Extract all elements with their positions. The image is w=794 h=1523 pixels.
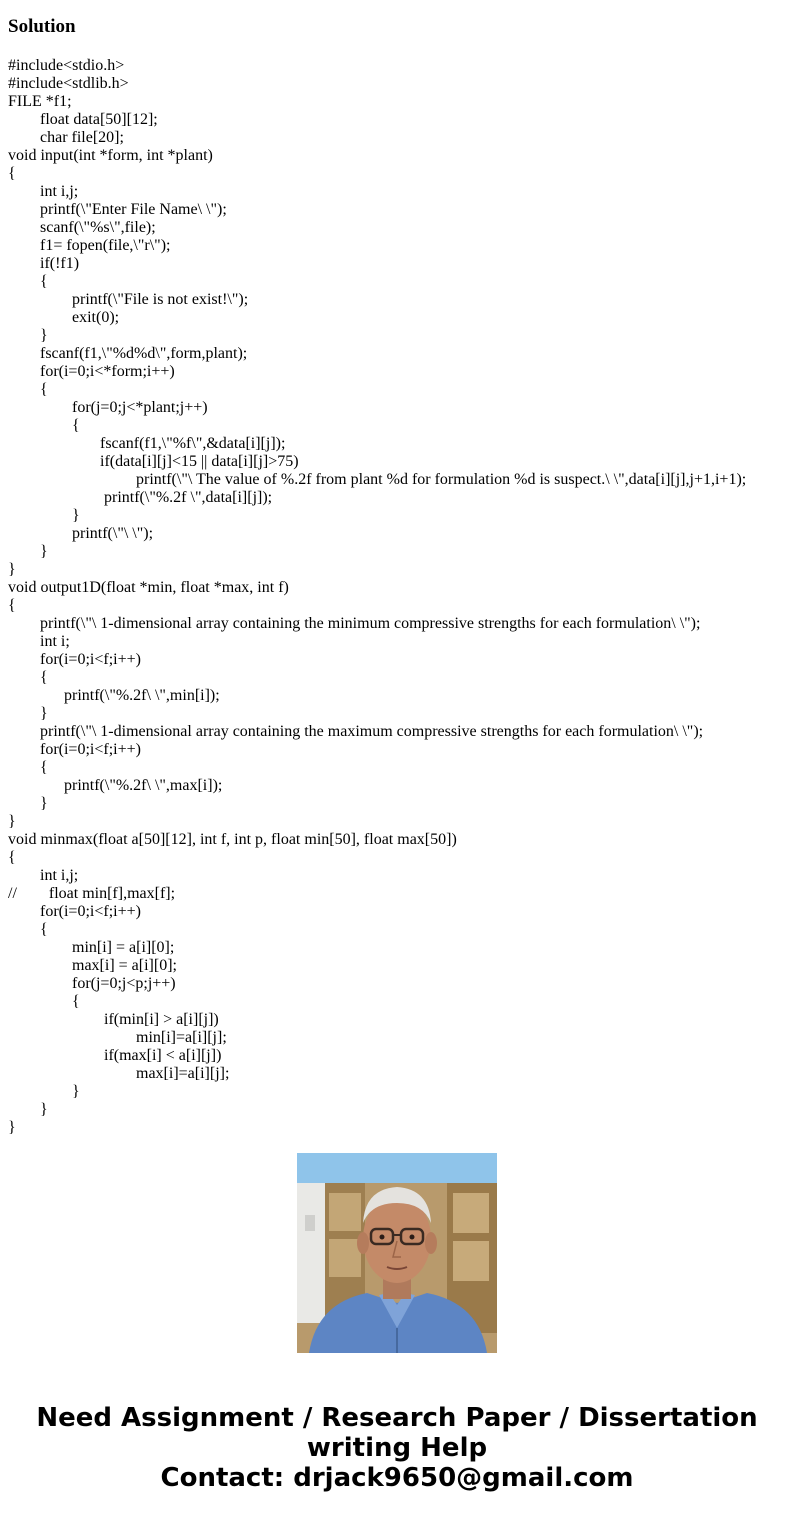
code-line: { [8, 273, 48, 290]
code-line: printf(\"%.2f \",data[i][j]); [8, 489, 273, 506]
code-line: #include<stdio.h> [8, 57, 125, 74]
code-line: } [8, 1083, 80, 1100]
code-line: { [8, 921, 48, 938]
code-line: void minmax(float a[50][12], int f, int p, float min[50], float max[50]) [8, 831, 457, 848]
contact-email: Contact: drjack9650@gmail.com [160, 1463, 634, 1493]
code-line: fscanf(f1,\"%f\",&data[i][j]); [8, 435, 286, 452]
code-line: scanf(\"%s\",file); [8, 219, 156, 236]
code-line: if(data[i][j]<15 || data[i][j]>75) [8, 453, 299, 470]
code-line: { [8, 669, 48, 686]
code-line: printf(\"\ 1-dimensional array containing the minimum compressive strengths for each formulation\ \"); [8, 615, 701, 632]
code-line: if(max[i] < a[i][j]) [8, 1047, 222, 1064]
code-line: printf(\"File is not exist!\"); [8, 291, 249, 308]
code-line: void output1D(float *min, float *max, int f) [8, 579, 289, 596]
code-line: } [8, 327, 48, 344]
code-line: for(i=0;i<f;i++) [8, 903, 141, 920]
code-line: } [8, 813, 16, 830]
code-block [8, 57, 788, 1136]
code-line: } [8, 1119, 16, 1136]
code-line: printf(\"%.2f\ \",max[i]); [8, 777, 223, 794]
code-line: int i,j; [8, 183, 79, 200]
code-line: float data[50][12]; [8, 111, 158, 128]
code-line: { [8, 381, 48, 398]
promo-footer [0, 1403, 794, 1493]
code-line: { [8, 849, 16, 866]
code-line: { [8, 597, 16, 614]
code-line: printf(\"Enter File Name\ \"); [8, 201, 227, 218]
code-line: #include<stdlib.h> [8, 75, 129, 92]
author-photo [297, 1153, 497, 1353]
code-line: int i; [8, 633, 70, 650]
code-line: if(!f1) [8, 255, 80, 272]
code-line: min[i]=a[i][j]; [8, 1029, 227, 1046]
code-line: FILE *f1; [8, 93, 72, 110]
code-line: } [8, 795, 48, 812]
code-line: { [8, 759, 48, 776]
code-line: min[i] = a[i][0]; [8, 939, 175, 956]
code-line: { [8, 165, 16, 182]
code-line: for(i=0;i<f;i++) [8, 651, 141, 668]
code-line: void input(int *form, int *plant) [8, 147, 213, 164]
code-line: } [8, 561, 16, 578]
code-line: } [8, 1101, 48, 1118]
code-line: exit(0); [8, 309, 120, 326]
code-line: { [8, 993, 80, 1010]
code-line: printf(\"\ The value of %.2f from plant %d for formulation %d is suspect.\ \",data[i][j],j+1,i+1); [8, 471, 747, 488]
promo-line: Need Assignment / Research Paper / Dissertation [36, 1403, 758, 1433]
code-line: for(i=0;i<f;i++) [8, 741, 141, 758]
code-line: if(min[i] > a[i][j]) [8, 1011, 219, 1028]
promo-line: writing Help [306, 1433, 488, 1463]
code-line: f1= fopen(file,\"r\"); [8, 237, 171, 254]
code-line: printf(\"\ \"); [8, 525, 154, 542]
code-line: max[i]=a[i][j]; [8, 1065, 230, 1082]
code-line: // float min[f],max[f]; [8, 885, 176, 902]
code-line: printf(\"\ 1-dimensional array containing the maximum compressive strengths for each formulation\ \"); [8, 723, 704, 740]
page-title: Solution [8, 16, 76, 37]
code-line: int i,j; [8, 867, 79, 884]
author-photo-graphic [297, 1153, 497, 1353]
code-line: } [8, 705, 48, 722]
code-line: } [8, 543, 48, 560]
code-line: for(j=0;j<p;j++) [8, 975, 176, 992]
code-line: { [8, 417, 80, 434]
code-line: printf(\"%.2f\ \",min[i]); [8, 687, 220, 704]
code-line: } [8, 507, 80, 524]
code-line: char file[20]; [8, 129, 124, 146]
code-line: for(j=0;j<*plant;j++) [8, 399, 208, 416]
code-line: for(i=0;i<*form;i++) [8, 363, 175, 380]
code-line: max[i] = a[i][0]; [8, 957, 177, 974]
code-line: fscanf(f1,\"%d%d\",form,plant); [8, 345, 248, 362]
